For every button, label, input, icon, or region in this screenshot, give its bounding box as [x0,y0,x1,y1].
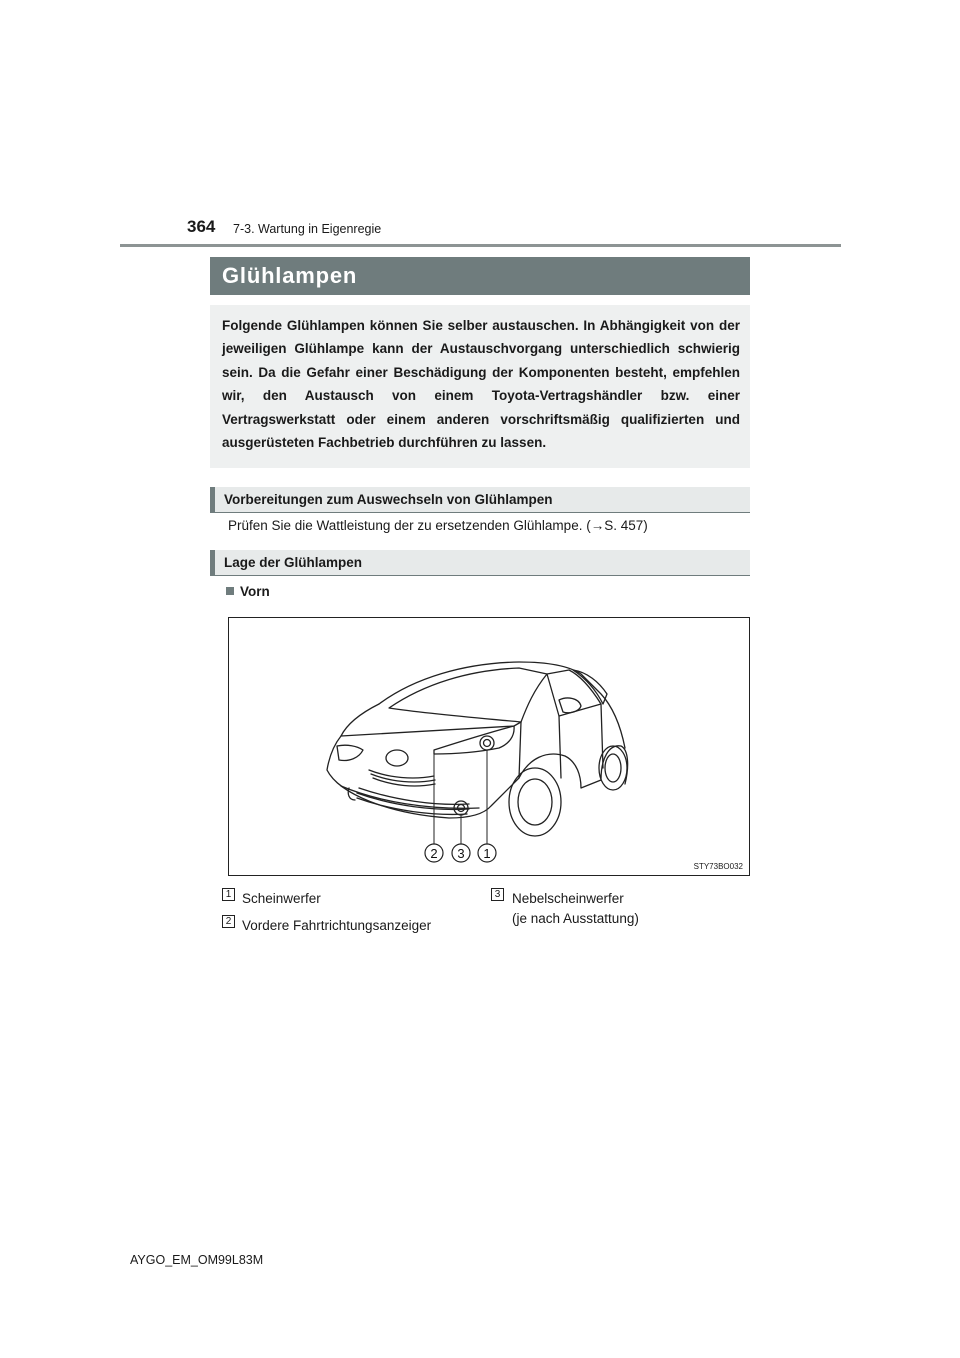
figure-code: STY73BO032 [693,862,743,871]
car-rear-window [573,670,607,704]
front-wheel [509,768,561,836]
intro-box [210,305,750,468]
preparation-text: Prüfen Sie die Wattleistung der zu ersetzenden Glühlampe. (→S. 457) [228,518,648,533]
subheading-location: Lage der Glühlampen [210,550,750,576]
page-title: Glühlampen [210,257,750,295]
footer-code: AYGO_EM_OM99L83M [130,1253,264,1267]
car-front-figure [228,617,750,876]
headlight-left [337,745,363,760]
legend-num-3: 3 [491,888,504,901]
page-number: 364 [187,217,216,236]
car-door-line [559,704,603,778]
header-rule [120,244,841,247]
legend-text-1: Scheinwerfer [242,891,321,906]
subheading-preparation: Vorbereitungen zum Auswechseln von Glühlampen [210,487,750,513]
legend-text-3: Nebelscheinwerfer [512,891,624,906]
intro-text: Folgende Glühlampen können Sie selber austauschen. In Abhängigkeit von der jeweiligen Glühlampe kann der Austauschvorgang unterschiedlich schwierig sein. Da die Gefahr einer Beschädigung der Komponenten besteht, empfehlen wir, den Austausch von einem Toyota-Vertragshändler bzw. einer Vertragswerkstatt oder einem anderen vorschriftsmäßig qualifizierten und ausgerüsteten Fachbetrieb durchführen zu lassen. [222,318,740,451]
upper-grille [369,770,435,786]
square-bullet-icon [226,587,234,595]
car-illustration [229,618,749,875]
bullet-label: Vorn [240,584,270,599]
car-side [519,722,628,788]
section-header: 7-3. Wartung in Eigenregie [233,222,382,236]
callout-2: 2 [430,846,438,861]
legend-num-2: 2 [222,915,235,928]
legend-text-2: Vordere Fahrtrichtungsanzeiger [242,918,432,933]
legend-text-3-note: (je nach Ausstattung) [512,911,639,926]
bullet-front [226,584,270,599]
car-mirror [559,698,581,713]
car-side-window [547,670,601,716]
callout-1: 1 [483,846,491,861]
emblem [386,750,408,766]
lower-grille [357,788,469,814]
legend-num-1: 1 [222,888,235,901]
car-windshield [389,668,547,722]
callout-3: 3 [457,846,465,861]
